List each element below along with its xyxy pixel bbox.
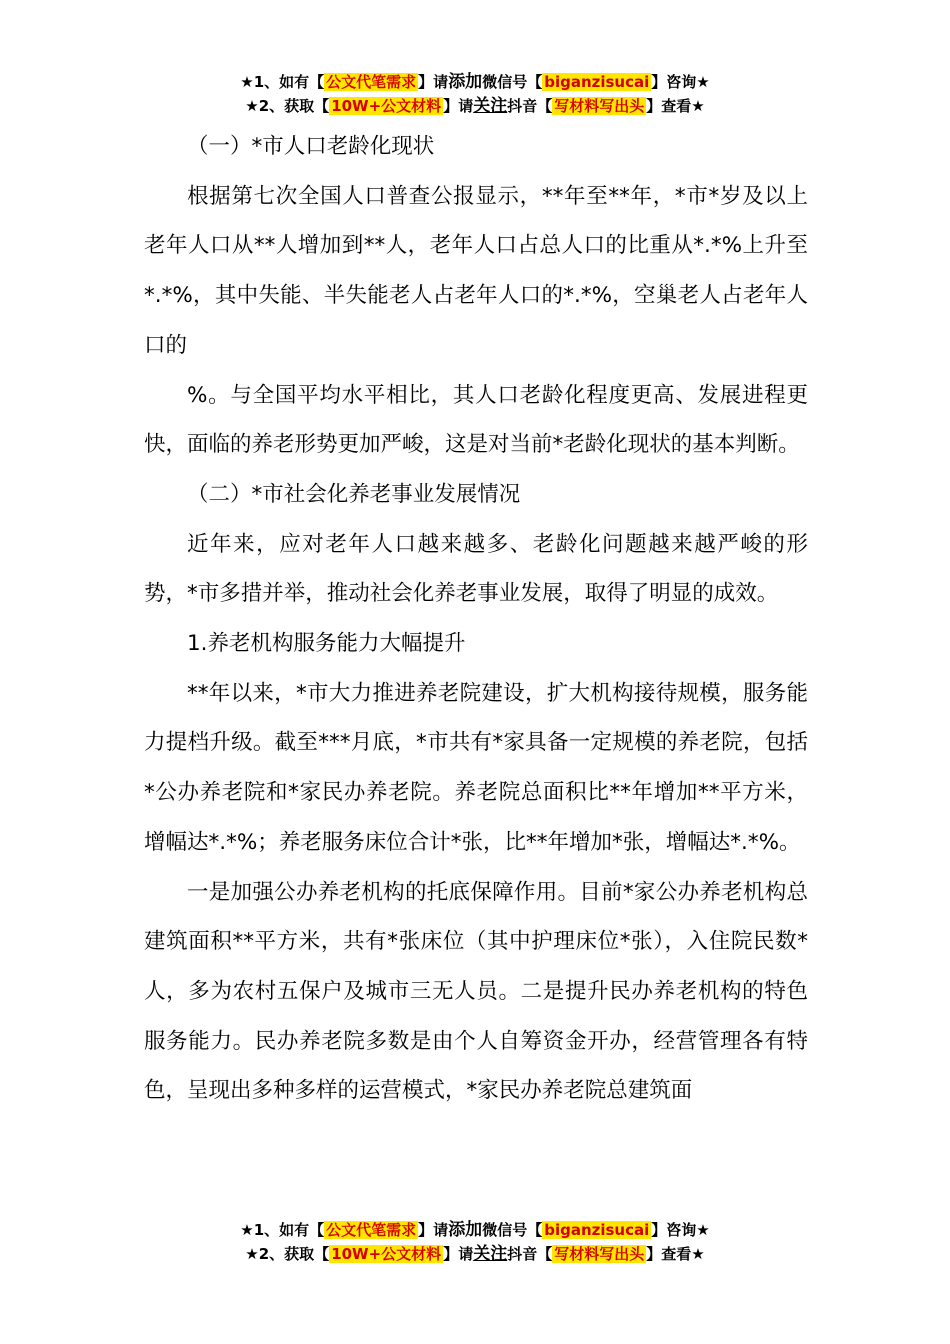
paragraph-2: %。与全国平均水平相比，其人口老龄化程度更高、发展进程更快，面临的养老形势更加严峻，这是对当前*老龄化现状的基本判断。	[144, 382, 808, 458]
highlight-service: 公文代笔需求	[326, 1221, 417, 1239]
highlight-wechat-id: biganzisucai	[544, 1221, 650, 1239]
highlight-douyin-id: 写材料写出头	[554, 1245, 645, 1263]
paragraph-1: 根据第七次全国人口普查公报显示，**年至**年，*市*岁及以上老年人口从**人增加到**人，老年人口占总人口的比重从*.*%上升至*.*%，其中失能、半失能老人占老年人口的*.*%，空巢老人占老年人口的	[144, 183, 808, 358]
section-heading-1: （一）*市人口老龄化现状	[187, 134, 435, 159]
highlight-service: 公文代笔需求	[326, 73, 417, 91]
section-heading-2: （二）*市社会化养老事业发展情况	[187, 481, 521, 507]
banner-line-1: ★1、如有【 公文代笔需求 】请添加微信号【 biganzisucai 】咨询★	[240, 1220, 710, 1240]
paragraph-3: 近年来，应对老年人口越来越多、老龄化问题越来越严峻的形势，*市多措并举，推动社会化养老事业发展，取得了明显的成效。	[144, 531, 808, 607]
highlight-wechat-id: biganzisucai	[544, 73, 650, 91]
banner-line-2: ★2、获取【 10W+公文材料 】请关注抖音【 写材料写出头 】查看★	[245, 96, 705, 116]
highlight-materials: 10W+公文材料	[331, 1245, 442, 1263]
footer-banner	[0, 1218, 950, 1266]
document-body	[144, 122, 808, 1116]
subsection-heading-1: 1.养老机构服务能力大幅提升	[187, 631, 466, 657]
paragraph-5: 一是加强公办养老机构的托底保障作用。目前*家公办养老机构总建筑面积**平方米，共有*张床位（其中护理床位*张），入住院民数*人，多为农村五保户及城市三无人员。二是提升民办养老机构的特色服务能力。民办养老院多数是由个人自筹资金开办，经营管理各有特色，呈现出多种多样的运营模式，*家民办养老院总建筑面	[144, 879, 808, 1104]
highlight-douyin-id: 写材料写出头	[554, 97, 645, 115]
header-banner	[0, 70, 950, 118]
paragraph-4: **年以来，*市大力推进养老院建设，扩大机构接待规模，服务能力提档升级。截至***月底，*市共有*家具备一定规模的养老院，包括*公办养老院和*家民办养老院。养老院总面积比**年增加**平方米，增幅达*.*%；养老服务床位合计*张，比**年增加*张，增幅达*.*%。	[144, 680, 808, 855]
banner-line-1: ★1、如有【 公文代笔需求 】请添加微信号【 biganzisucai 】咨询★	[240, 72, 710, 92]
highlight-materials: 10W+公文材料	[331, 97, 442, 115]
banner-line-2: ★2、获取【 10W+公文材料 】请关注抖音【 写材料写出头 】查看★	[245, 1244, 705, 1264]
